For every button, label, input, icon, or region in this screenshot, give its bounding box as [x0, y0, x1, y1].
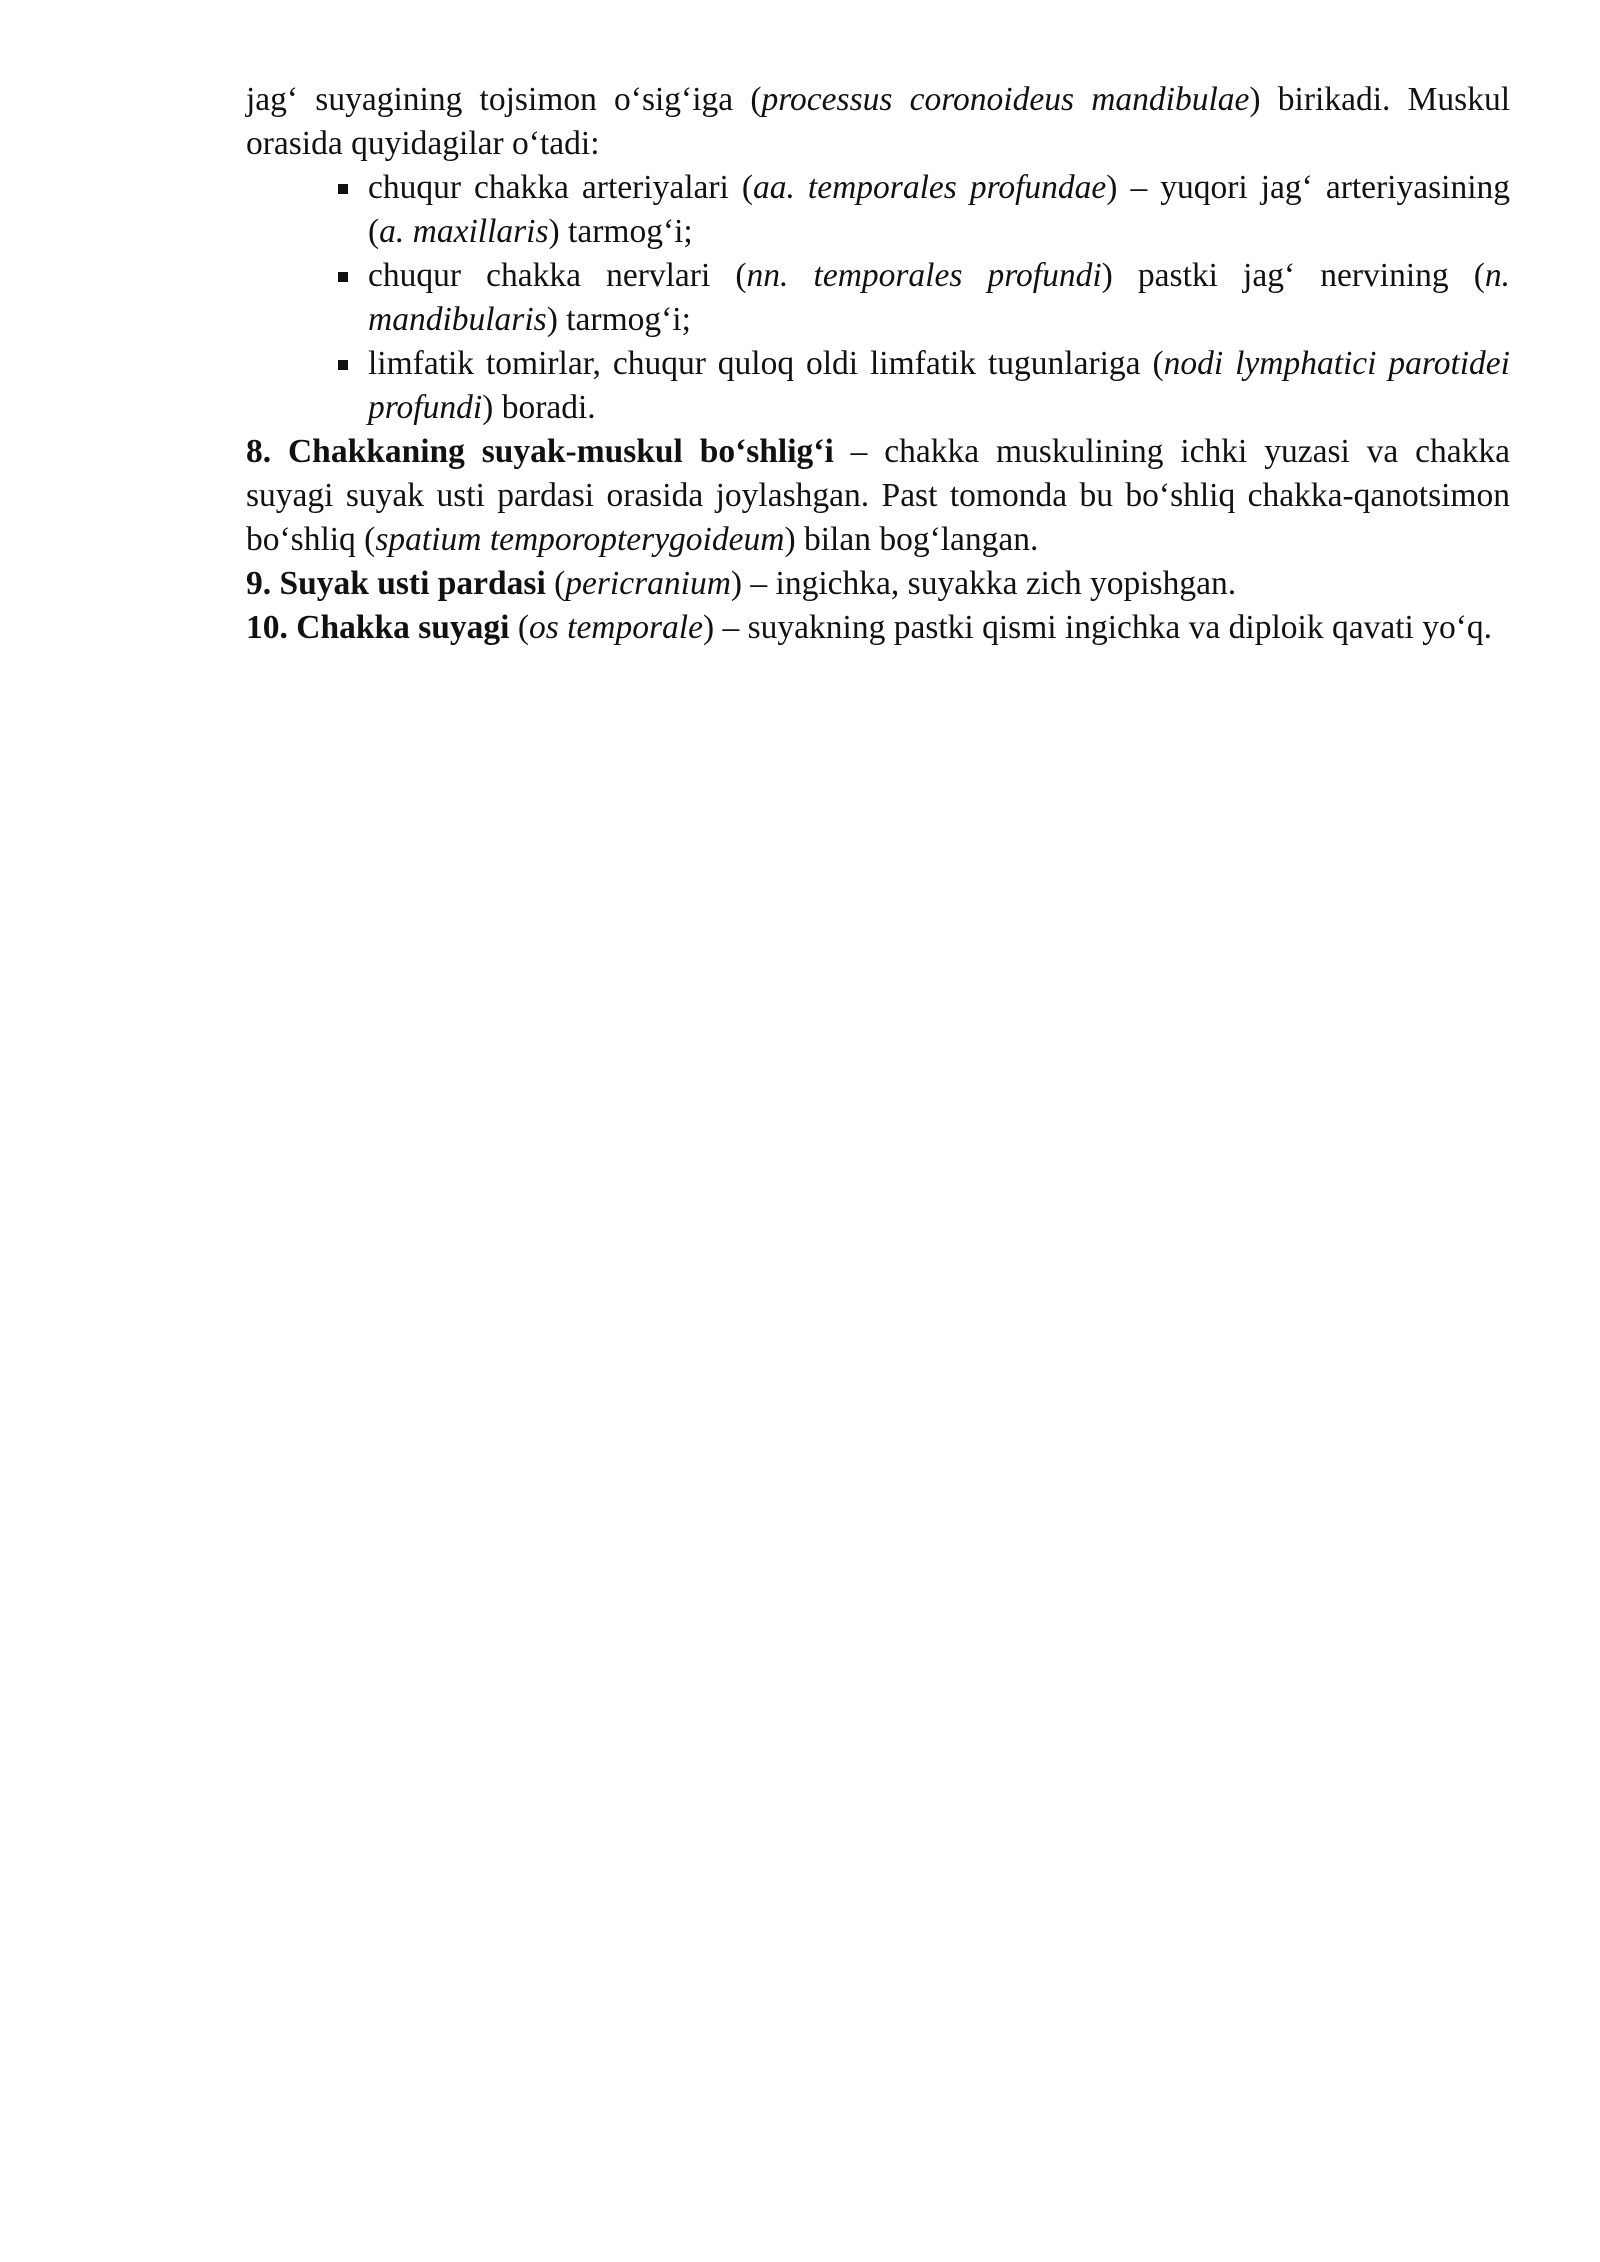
latin-term: nodi lymphatici parotidei profundi	[368, 345, 1510, 426]
square-bullet-icon	[338, 272, 348, 282]
list-item-text: ) tarmog‘i;	[546, 301, 691, 338]
document-page	[246, 78, 1510, 650]
latin-term: pericranium	[565, 565, 731, 602]
square-bullet-icon	[338, 184, 348, 194]
latin-term: a. maxillaris	[379, 213, 549, 250]
section-text: ) – ingichka, suyakka zich yopishgan.	[730, 565, 1237, 602]
latin-term: aa. temporales profundae	[753, 169, 1107, 206]
list-item-text: ) boradi.	[482, 389, 596, 426]
section-text: (	[509, 609, 529, 646]
list-item-text: ) pastki jag‘ nervining (	[1101, 257, 1485, 294]
section-heading: 9. Suyak usti pardasi	[246, 565, 546, 602]
square-bullet-icon	[338, 360, 348, 370]
latin-term: n. mandibularis	[368, 257, 1511, 338]
list-item	[368, 342, 1510, 430]
list-item-text: ) – yuqori jag‘ arteriyasining (	[368, 169, 1511, 250]
section-heading: 10. Chakka suyagi	[246, 609, 510, 646]
list-item-text: limfatik tomirlar, chuqur quloq oldi limfatik tugunlariga (	[368, 345, 1164, 382]
section-text: (	[545, 565, 566, 602]
latin-term: spatium temporopterygoideum	[375, 521, 785, 558]
section-10-paragraph	[246, 606, 1510, 650]
list-item-text: chuqur chakka nervlari (	[368, 257, 747, 294]
list-item-text: ) tarmog‘i;	[548, 213, 693, 250]
list-item-text: chuqur chakka arteriyalari (	[368, 169, 754, 206]
latin-term: processus coronoideus mandibulae	[761, 81, 1250, 118]
section-9-paragraph	[246, 562, 1510, 606]
list-item	[368, 166, 1510, 254]
section-8-paragraph	[246, 430, 1510, 562]
latin-term: os temporale	[528, 609, 703, 646]
list-item	[368, 254, 1510, 342]
section-heading: 8. Chakkaning suyak-muskul bo‘shlig‘i	[246, 433, 834, 470]
structures-list	[246, 166, 1510, 430]
intro-text: jag‘ suyagining tojsimon o‘sig‘iga (	[246, 81, 762, 118]
intro-text: ) birikadi.	[1249, 81, 1391, 118]
latin-term: nn. temporales profundi	[746, 257, 1102, 294]
section-text: ) bilan bog‘langan.	[784, 521, 1039, 558]
section-text: ) – suyakning pastki qismi ingichka va diploik qavati yo‘q.	[702, 609, 1492, 646]
intro-paragraph	[246, 78, 1510, 166]
intro-text: Muskul orasida quyidagilar o‘tadi:	[246, 81, 1511, 162]
section-text: – chakka muskulining ichki yuzasi va chakka suyagi suyak usti pardasi orasida joylashgan. Past tomonda bu bo‘shliq chakka-qanotsimon bo‘shliq (	[246, 433, 1510, 558]
